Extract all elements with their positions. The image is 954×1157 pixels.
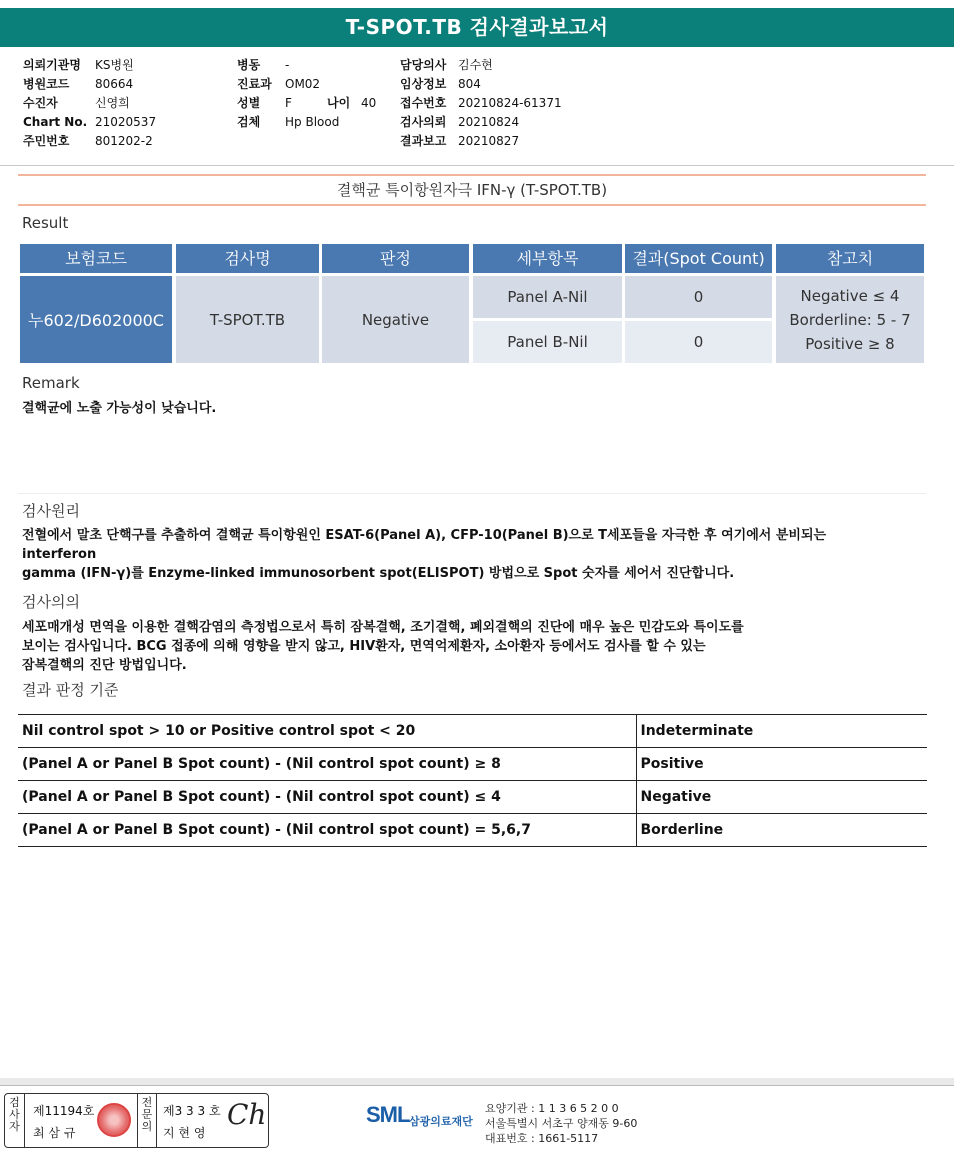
spot-count-cell: 0	[625, 276, 772, 318]
info-label: 결과보고	[400, 134, 447, 148]
info-value: -	[285, 58, 290, 72]
sml-logo	[366, 1102, 473, 1128]
meaning-line: 세포매개성 면역을 이용한 결핵감염의 측정법으로서 특히 잠복결핵, 조기결핵, 폐외결핵의 진단에 매우 높은 민감도와 특이도를	[22, 620, 744, 635]
detail-item-cell: Panel A-Nil	[473, 276, 622, 318]
test-name-cell: T-SPOT.TB	[176, 276, 319, 363]
info-label: 의뢰기관명	[23, 58, 81, 72]
age-value: 40	[361, 96, 377, 110]
criteria-table	[18, 714, 927, 847]
criteria-condition: (Panel A or Panel B Spot count) - (Nil control spot count) = 5,6,7	[18, 814, 636, 847]
info-row	[23, 94, 156, 113]
info-value: 신영희	[95, 96, 130, 110]
info-label: 진료과	[237, 77, 272, 91]
remark-label: Remark	[22, 374, 80, 392]
criteria-result: Positive	[636, 748, 927, 781]
test-subtitle: 결핵균 특이항원자극 IFN-γ (T-SPOT.TB)	[18, 174, 926, 206]
remark-section	[18, 366, 926, 494]
judgement-cell: Negative	[322, 276, 469, 363]
info-value: F	[285, 96, 292, 110]
info-row	[23, 75, 156, 94]
criteria-result: Indeterminate	[636, 715, 927, 748]
header-reference: 참고치	[776, 244, 924, 273]
info-row	[23, 56, 156, 75]
spot-count-cell: 0	[625, 321, 772, 363]
criteria-row	[18, 814, 927, 847]
info-label: 담당의사	[400, 58, 447, 72]
info-row	[400, 75, 562, 94]
reference-line: Positive ≥ 8	[805, 334, 895, 353]
criteria-row	[18, 715, 927, 748]
info-value: 20210824	[458, 115, 520, 129]
info-label: 주민번호	[23, 134, 70, 148]
info-label: Chart No.	[23, 115, 88, 129]
info-row	[400, 56, 562, 75]
criteria-row	[18, 748, 927, 781]
examiner-number: 제11194호	[33, 1104, 95, 1118]
info-row	[237, 113, 376, 132]
confirmer-number: 제3 3 3 호	[163, 1104, 221, 1118]
info-value: 21020537	[95, 115, 157, 129]
remark-text: 결핵균에 노출 가능성이 낮습니다.	[22, 401, 217, 416]
info-row	[237, 56, 376, 75]
patient-info	[0, 54, 954, 166]
info-value: KS병원	[95, 58, 134, 72]
criteria-result: Borderline	[636, 814, 927, 847]
criteria-row	[18, 781, 927, 814]
insurance-code-cell: 누602/D602000C	[20, 276, 172, 363]
examiner-label: 검사자	[5, 1094, 25, 1147]
info-column-3	[400, 56, 562, 151]
reference-line: Borderline: 5 - 7	[789, 310, 911, 329]
principle-label: 검사원리	[22, 502, 80, 520]
info-row	[400, 94, 562, 113]
info-label: 접수번호	[400, 96, 447, 110]
org-contact	[485, 1101, 637, 1146]
signature-box	[4, 1093, 269, 1148]
header-judgement: 판정	[322, 244, 469, 273]
org-code: 요양기관 : 1 1 3 6 5 2 0 0	[485, 1102, 619, 1115]
org-address: 서울특별시 서초구 양재동 9-60	[485, 1117, 638, 1130]
result-label: Result	[22, 214, 69, 232]
meaning-line: 잠복결핵의 진단 방법입니다.	[22, 658, 187, 673]
criteria-condition: (Panel A or Panel B Spot count) - (Nil control spot count) ≤ 4	[18, 781, 636, 814]
criteria-condition: (Panel A or Panel B Spot count) - (Nil control spot count) ≥ 8	[18, 748, 636, 781]
meaning-label: 검사의의	[22, 593, 80, 611]
principle-line: 전혈에서 말초 단핵구를 추출하여 결핵균 특이항원인 ESAT-6(Panel A), CFP-10(Panel B)으로 T세포들을 자극한 후 여기에서 분비되는	[22, 528, 827, 543]
reference-line: Negative ≤ 4	[800, 286, 900, 305]
report-title: T-SPOT.TB 검사결과보고서	[0, 8, 954, 47]
info-row	[237, 94, 376, 113]
info-value: OM02	[285, 77, 321, 91]
info-label: 병원코드	[23, 77, 70, 91]
info-label: 검사의뢰	[400, 115, 447, 129]
principle-line: interferon	[22, 547, 97, 562]
info-value: 김수현	[458, 58, 493, 72]
logo-name: 삼광의료재단	[409, 1115, 473, 1128]
meaning-line: 보이는 검사입니다. BCG 접종에 의해 영향을 받지 않고, HIV환자, 면역억제환자, 소아환자 등에서도 검사를 할 수 있는	[22, 639, 706, 654]
confirmer-name: 지 현 영	[163, 1126, 206, 1140]
info-row	[237, 75, 376, 94]
info-value: Hp Blood	[285, 115, 340, 129]
principle-text	[22, 526, 952, 583]
principle-line: gamma (IFN-γ)를 Enzyme-linked immunosorbent spot(ELISPOT) 방법으로 Spot 숫자를 세어서 진단합니다.	[22, 566, 735, 581]
footer-divider	[0, 1078, 954, 1086]
info-label: 병동	[237, 58, 261, 72]
info-value: 801202-2	[95, 134, 153, 148]
header-detail-item: 세부항목	[473, 244, 622, 273]
logo-mark: SML	[366, 1102, 410, 1127]
info-value: 20210824-61371	[458, 96, 562, 110]
info-row	[23, 113, 156, 132]
info-column-2	[237, 56, 376, 132]
info-label: 수진자	[23, 96, 58, 110]
examiner-name: 최 삼 규	[33, 1126, 76, 1140]
org-phone: 대표번호 : 1661-5117	[485, 1132, 599, 1145]
info-label: 성별	[237, 96, 261, 110]
info-row	[23, 132, 156, 151]
signature-icon: Ch	[227, 1098, 267, 1131]
header-insurance-code: 보험코드	[20, 244, 172, 273]
info-value: 804	[458, 77, 481, 91]
info-row	[400, 132, 562, 151]
info-column-1	[23, 56, 156, 151]
detail-item-cell: Panel B-Nil	[473, 321, 622, 363]
criteria-result: Negative	[636, 781, 927, 814]
info-value: 80664	[95, 77, 134, 91]
confirmer-label: 전문의	[137, 1094, 157, 1147]
reference-cell	[776, 276, 924, 363]
info-row	[400, 113, 562, 132]
age-label: 나이	[327, 96, 351, 110]
criteria-label: 결과 판정 기준	[22, 681, 119, 699]
criteria-condition: Nil control spot > 10 or Positive control spot < 20	[18, 715, 636, 748]
header-spot-count: 결과(Spot Count)	[625, 244, 772, 273]
info-label: 임상정보	[400, 77, 447, 91]
header-test-name: 검사명	[176, 244, 319, 273]
seal-icon	[97, 1103, 131, 1137]
info-label: 검체	[237, 115, 261, 129]
info-value: 20210827	[458, 134, 520, 148]
meaning-text	[22, 618, 942, 675]
